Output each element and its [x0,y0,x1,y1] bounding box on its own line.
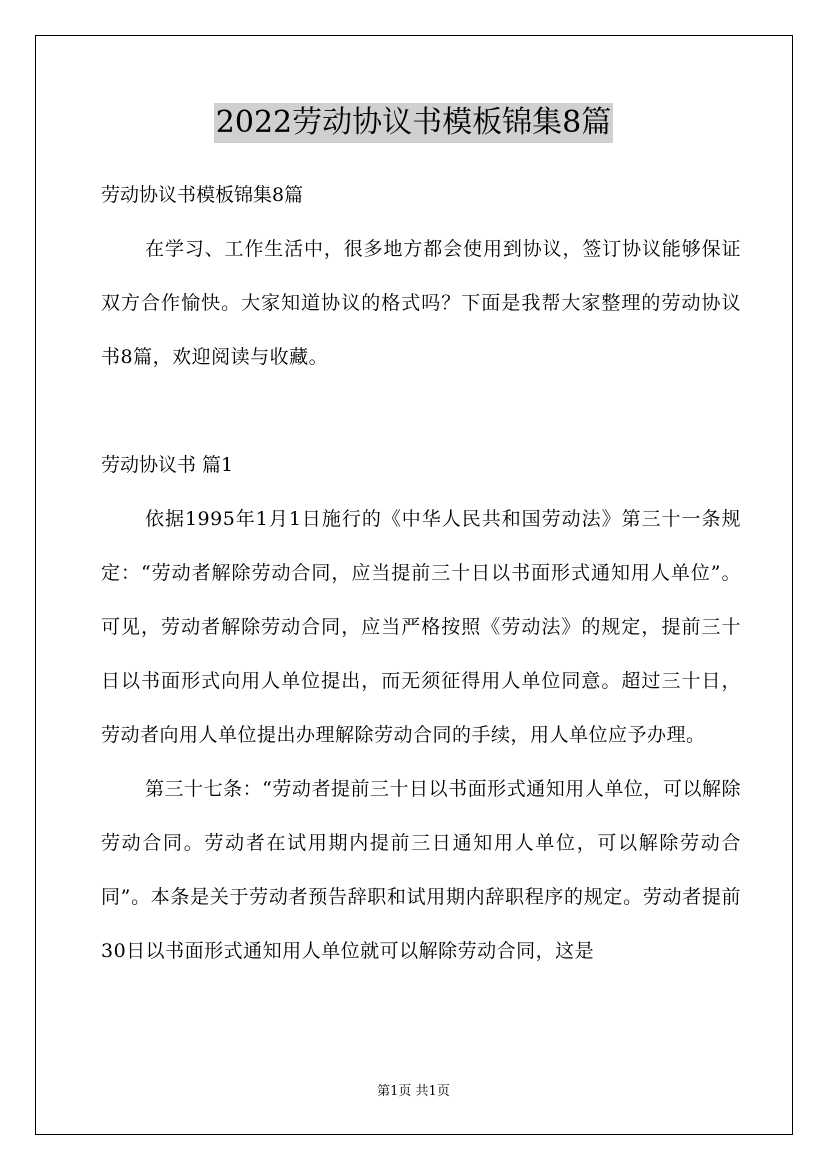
page-number: 第1页 共1页 [377,1084,450,1099]
page-footer [0,1083,827,1101]
intro-paragraph: 在学习、工作生活中，很多地方都会使用到协议，签订协议能够保证双方合作愉快。大家知道协议的格式吗？下面是我帮大家整理的劳动协议书8篇，欢迎阅读与收藏。 [101,238,741,368]
blank-line [101,384,741,438]
body-paragraph-2: 第三十七条：“劳动者提前三十日以书面形式通知用人单位，可以解除劳动合同。劳动者在试用期内提前三日通知用人单位，可以解除劳动合同”。本条是关于劳动者预告辞职和试用期内辞职程序的规定。劳动者提前30日以书面形式通知用人单位就可以解除劳动合同，这是 [101,778,741,962]
document-body [101,168,741,978]
body-paragraph-1: 依据1995年1月1日施行的《中华人民共和国劳动法》第三十一条规定：“劳动者解除劳动合同，应当提前三十日以书面形式通知用人单位”。可见，劳动者解除劳动合同，应当严格按照《劳动法》的规定，提前三十日以书面形式向用人单位提出，而无须征得用人单位同意。超过三十日，劳动者向用人单位提出办理解除劳动合同的手续，用人单位应予办理。 [101,508,741,746]
section-heading: 劳动协议书 篇1 [101,454,234,476]
document-subtitle: 劳动协议书模板锦集8篇 [101,184,304,206]
document-title: 2022劳动协议书模板锦集8篇 [214,103,613,143]
document-title-wrapper [0,103,827,143]
